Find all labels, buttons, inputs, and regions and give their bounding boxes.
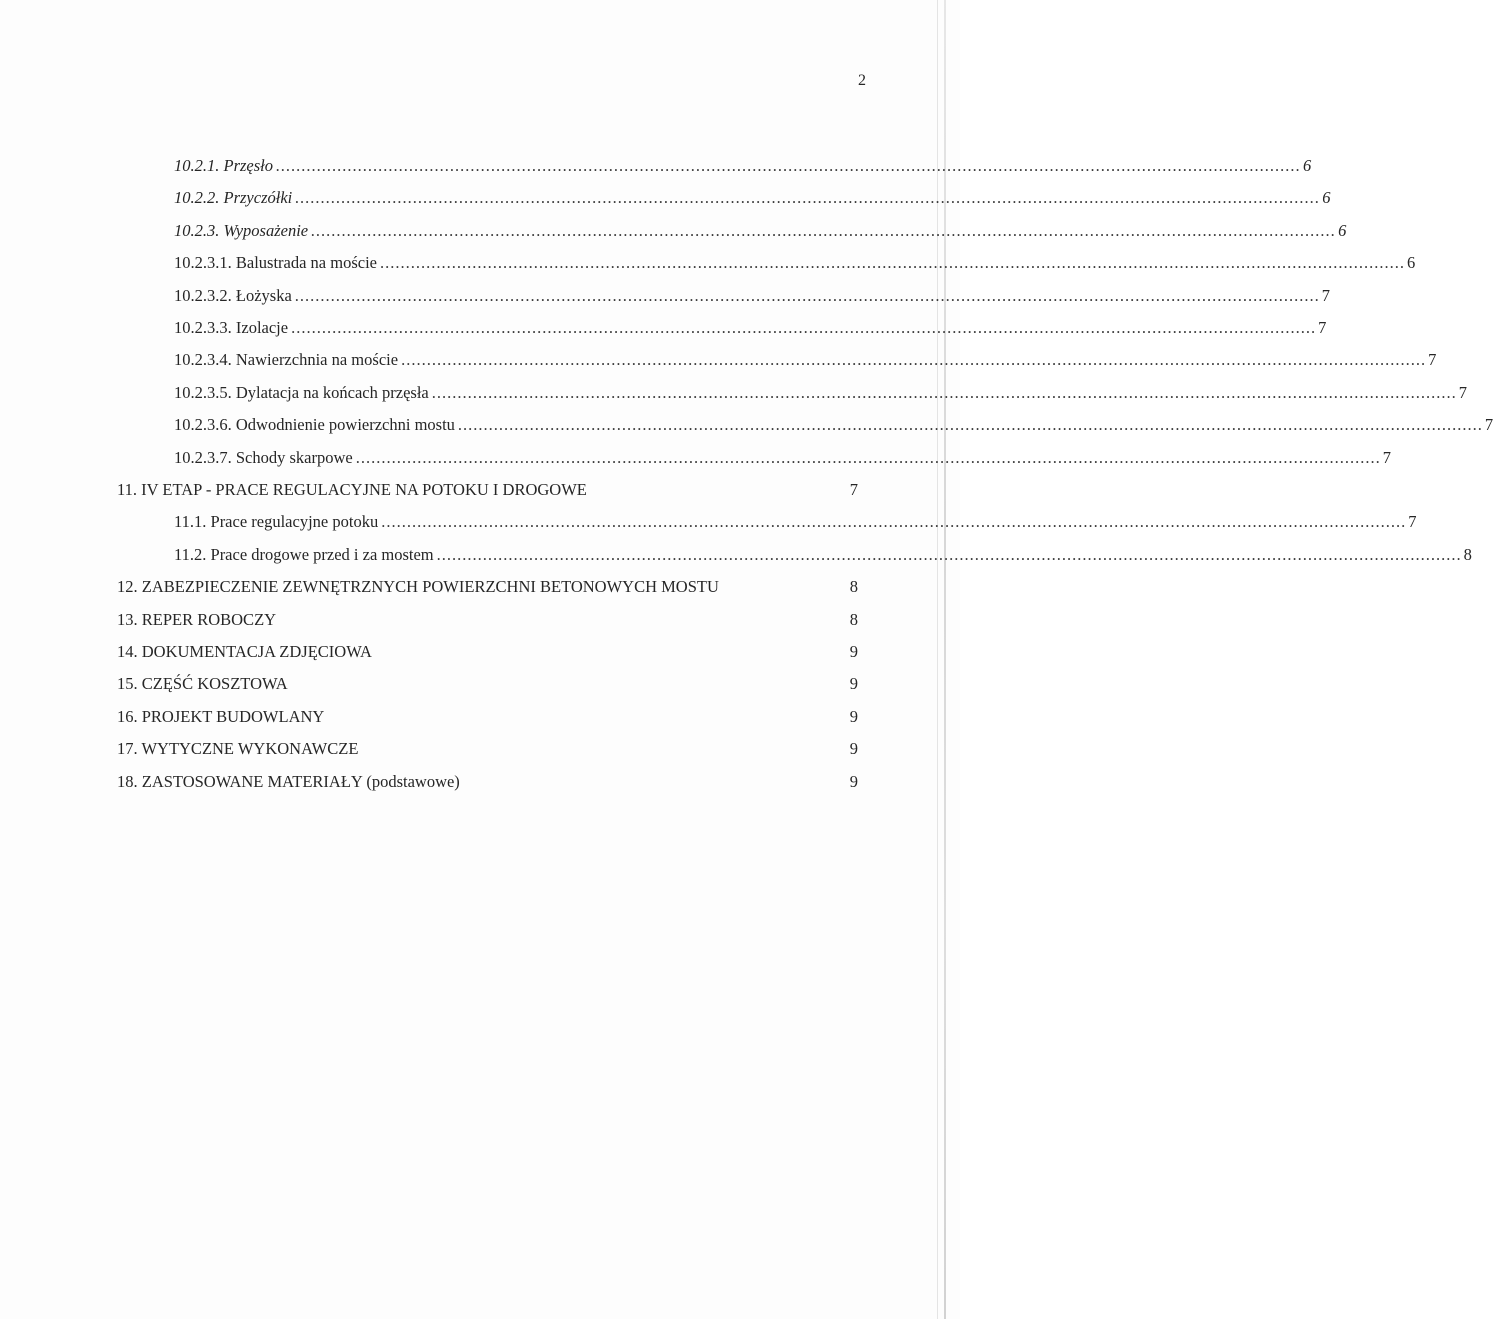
page-number: 2 <box>858 72 866 89</box>
toc-entry <box>174 382 1467 407</box>
toc-entry-label: 11.1. Prace regulacyjne potoku <box>174 512 379 532</box>
toc-entry-page: 6 <box>1322 188 1331 208</box>
toc-entry-page: 8 <box>849 577 858 597</box>
toc-entry <box>174 253 1416 277</box>
toc-entry-label: 18. ZASTOSOWANE MATERIAŁY (podstawowe) <box>117 771 460 791</box>
toc-entry-label: 14. DOKUMENTACJA ZDJĘCIOWA <box>117 642 372 661</box>
toc-entry <box>117 610 858 634</box>
toc-entry-label: 10.2.3.3. Izolacje <box>174 318 289 337</box>
toc-entry-page: 6 <box>1407 253 1416 273</box>
toc-entry-page: 8 <box>1463 544 1472 564</box>
toc-entry <box>174 285 1331 310</box>
toc-entry-page: 7 <box>1484 415 1493 435</box>
toc-entry-label: 13. REPER ROBOCZY <box>117 609 277 629</box>
toc-entry-page: 6 <box>1338 220 1347 240</box>
toc-entry <box>117 707 858 731</box>
toc-dot-leader: ........................................................................................................................................................................................................ <box>294 285 1320 305</box>
toc-entry <box>174 350 1437 374</box>
toc-dot-leader: ........................................................................................................................................................................................................ <box>381 512 1407 532</box>
toc-entry <box>174 447 1391 472</box>
toc-entry-label: 10.2.2. Przyczółki <box>174 188 293 208</box>
toc-entry-page: 9 <box>849 771 858 791</box>
toc-entry <box>174 512 1417 536</box>
toc-entry-label: 11.2. Prace drogowe przed i za mostem <box>174 544 434 564</box>
toc-entry-page: 8 <box>849 609 858 629</box>
toc-entry-label: 10.2.3.4. Nawierzchnia na moście <box>174 350 399 370</box>
toc-entry <box>117 577 858 601</box>
toc-entry <box>117 642 858 666</box>
toc-entry-page: 9 <box>849 674 858 694</box>
toc-entry <box>174 318 1327 342</box>
toc-dot-leader: ........................................................................................................................................................................................................ <box>457 415 1483 435</box>
toc-entry <box>117 739 858 763</box>
toc-dot-leader: ........................................................................................................................................................................................................ <box>401 350 1427 370</box>
toc-dot-leader: ........................................................................................................................................................................................................ <box>355 447 1381 467</box>
toc-entry-page: 9 <box>849 706 858 726</box>
toc-entry <box>117 772 858 796</box>
toc-entry-page: 9 <box>849 739 858 759</box>
toc-entry-page: 7 <box>849 480 858 499</box>
toc-entry-page: 9 <box>849 642 858 661</box>
toc-entry-label: 17. WYTYCZNE WYKONAWCZE <box>117 739 359 759</box>
toc-dot-leader: ........................................................................................................................................................................................................ <box>380 253 1405 273</box>
toc-entry-page: 7 <box>1321 285 1331 305</box>
toc-entry <box>174 156 1312 180</box>
toc-entry-label: 10.2.3.2. Łożyska <box>174 285 292 305</box>
toc-entry-page: 7 <box>1458 382 1467 402</box>
toc-dot-leader: ........................................................................................................................................................................................................ <box>311 220 1337 240</box>
toc-entry-label: 10.2.1. Przęsło <box>174 156 273 175</box>
toc-entry-page: 7 <box>1408 512 1417 532</box>
toc-entry-label: 10.2.3.1. Balustrada na moście <box>174 253 377 273</box>
toc-dot-leader: ........................................................................................................................................................................................................ <box>295 188 1321 208</box>
toc-entry-label: 15. CZĘŚĆ KOSZTOWA <box>117 674 288 694</box>
toc-entry <box>117 674 858 698</box>
toc-dot-leader: ........................................................................................................................................................................................................ <box>276 156 1301 175</box>
toc-entry-page: 6 <box>1303 156 1312 175</box>
toc-dot-leader: ........................................................................................................................................................................................................ <box>436 544 1462 564</box>
toc-entry-label: 10.2.3.5. Dylatacja na końcach przęsła <box>174 382 429 402</box>
toc-entry-label: 16. PROJEKT BUDOWLANY <box>117 706 325 726</box>
toc-entry-label: 10.2.3. Wyposażenie <box>174 220 309 240</box>
toc-entry-page: 7 <box>1382 447 1391 467</box>
toc-entry-label: 10.2.3.7. Schody skarpowe <box>174 447 353 467</box>
toc-entry-page: 7 <box>1428 350 1437 370</box>
toc-entry <box>174 544 1472 569</box>
toc-entry <box>117 480 858 504</box>
toc-dot-leader: ........................................................................................................................................................................................................ <box>291 318 1317 337</box>
toc-entry <box>174 220 1347 245</box>
toc-entry-label: 11. IV ETAP - PRACE REGULACYJNE NA POTOKU I DROGOWE <box>117 480 587 499</box>
toc-entry <box>174 188 1331 212</box>
toc-entry-label: 12. ZABEZPIECZENIE ZEWNĘTRZNYCH POWIERZCHNI BETONOWYCH MOSTU <box>117 577 719 597</box>
toc-entry <box>174 415 1493 439</box>
toc-entry-page: 7 <box>1318 318 1327 337</box>
toc-entry-label: 10.2.3.6. Odwodnienie powierzchni mostu <box>174 415 455 435</box>
toc-dot-leader: ........................................................................................................................................................................................................ <box>431 382 1457 402</box>
